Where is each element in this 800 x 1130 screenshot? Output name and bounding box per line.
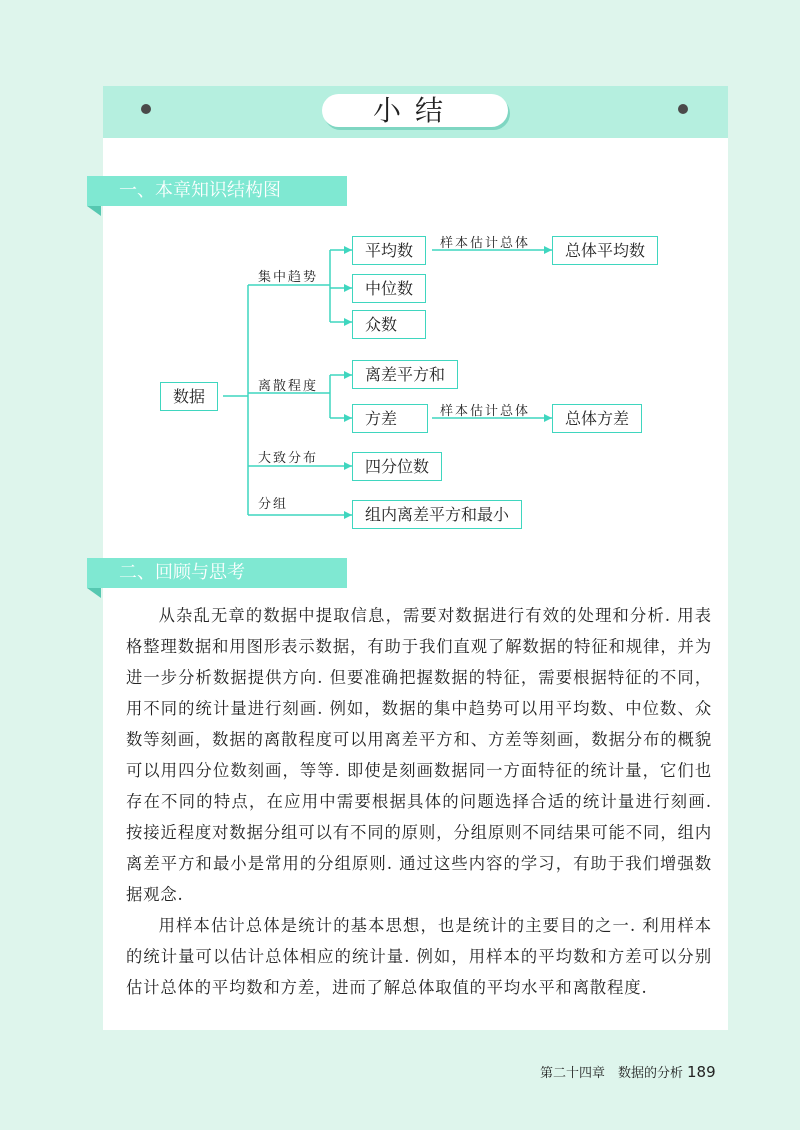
branch-label-distribution: 大致分布 xyxy=(258,451,319,466)
section-heading-tail xyxy=(87,588,101,598)
edge-label-estimate-mean: 样本估计总体 xyxy=(440,236,531,251)
page-title: 小结 xyxy=(322,94,508,127)
node-sum-of-squares: 离差平方和 xyxy=(352,360,458,389)
node-data: 数据 xyxy=(160,382,218,411)
branch-label-grouping: 分组 xyxy=(258,497,289,512)
node-variance: 方差 xyxy=(352,404,428,433)
page-footer xyxy=(540,1062,716,1081)
section-heading-structure: 一、本章知识结构图 xyxy=(87,176,347,206)
node-mean: 平均数 xyxy=(352,236,426,265)
review-text xyxy=(126,600,712,1003)
paragraph: 从杂乱无章的数据中提取信息，需要对数据进行有效的处理和分析. 用表格整理数据和用图形表示数据，有助于我们直观了解数据的特征和规律，并为进一步分析数据提供方向. 但要准确把握数据的特征，需要根据特征的不同，用不同的统计量进行刻画. 例如，数据的集中趋势可以用平均数、中位数、众数等刻画，数据的离散程度可以用离差平方和、方差等刻画，数据分布的概貌可以用四分位数刻画，等等. 即使是刻画数据同一方面特征的统计量，它们也存在不同的特点，在应用中需要根据具体的问题选择合适的统计量进行刻画. 按接近程度对数据分组可以有不同的原则，分组原则不同结果可能不同，组内离差平方和最小是常用的分组原则. 通过这些内容的学习，有助于我们增强数据观念. xyxy=(126,606,712,904)
node-min-within-group: 组内离差平方和最小 xyxy=(352,500,522,529)
node-quartile: 四分位数 xyxy=(352,452,442,481)
branch-label-central: 集中趋势 xyxy=(258,270,319,285)
paragraph: 用样本估计总体是统计的基本思想，也是统计的主要目的之一. 利用样本的统计量可以估计总体相应的统计量. 例如，用样本的平均数和方差可以分别估计总体的平均数和方差，进而了解总体取值的平均水平和离散程度. xyxy=(126,916,712,997)
edge-label-estimate-variance: 样本估计总体 xyxy=(440,404,531,419)
page-number: 189 xyxy=(687,1063,716,1081)
chapter-title: 第二十四章 数据的分析 xyxy=(540,1066,684,1081)
node-population-variance: 总体方差 xyxy=(552,404,642,433)
section-heading-review: 二、回顾与思考 xyxy=(87,558,347,588)
node-mode: 众数 xyxy=(352,310,426,339)
node-population-mean: 总体平均数 xyxy=(552,236,658,265)
branch-label-dispersion: 离散程度 xyxy=(258,379,319,394)
node-median: 中位数 xyxy=(352,274,426,303)
